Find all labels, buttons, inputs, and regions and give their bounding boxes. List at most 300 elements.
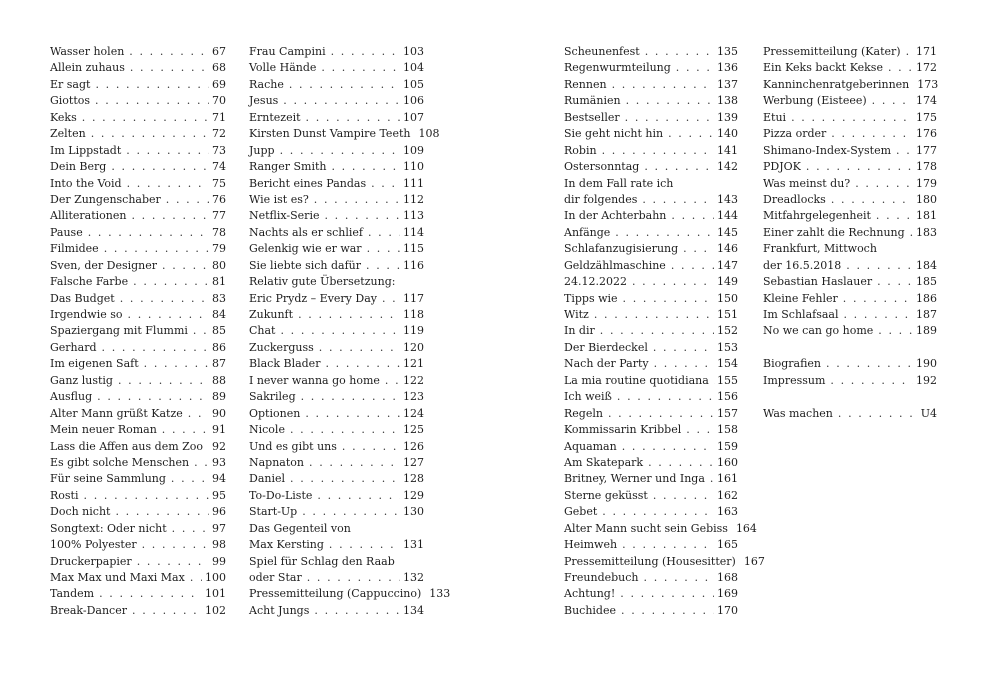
toc-entry bbox=[50, 373, 226, 389]
toc-dot-leader bbox=[290, 422, 400, 438]
toc-entry bbox=[50, 389, 226, 405]
toc-entry bbox=[564, 373, 738, 389]
toc-entry-page: 86 bbox=[212, 340, 226, 354]
toc-entry-page: 104 bbox=[403, 61, 424, 75]
toc-entry-page: 158 bbox=[717, 423, 738, 437]
toc-entry-title: Max Max und Maxi Max bbox=[50, 571, 185, 584]
toc-dot-leader bbox=[876, 208, 913, 224]
toc-entry-title: Keks bbox=[50, 110, 77, 124]
toc-entry bbox=[564, 488, 738, 504]
toc-entry bbox=[50, 455, 226, 471]
toc-entry-page: 168 bbox=[717, 571, 738, 584]
toc-entry bbox=[249, 208, 424, 224]
toc-dot-leader bbox=[194, 455, 209, 471]
toc-dot-leader bbox=[855, 176, 913, 192]
toc-entry bbox=[763, 291, 937, 307]
toc-dot-leader bbox=[309, 455, 400, 471]
toc-entry-page: 90 bbox=[212, 406, 226, 420]
toc-dot-leader bbox=[626, 93, 714, 109]
toc-entry-page: 85 bbox=[212, 324, 226, 338]
toc-entry-page: 73 bbox=[212, 143, 226, 157]
toc-entry-page: 121 bbox=[403, 357, 424, 371]
toc-entry-title: Heimweh bbox=[564, 538, 618, 552]
toc-entry-title: La mia routine quotidiana bbox=[564, 373, 709, 387]
toc-entry-title: Alliterationen bbox=[50, 209, 127, 223]
toc-entry-title: Spiel für Schlag den Raab bbox=[249, 554, 395, 568]
toc-entry-page: 169 bbox=[717, 587, 738, 601]
toc-entry-page: 160 bbox=[717, 455, 738, 469]
toc-dot-leader bbox=[371, 176, 400, 192]
toc-dot-leader bbox=[888, 60, 913, 76]
toc-entry bbox=[249, 471, 424, 487]
toc-entry-page: 162 bbox=[717, 488, 738, 502]
toc-entry-page: 181 bbox=[916, 209, 937, 223]
toc-entry bbox=[564, 159, 738, 175]
toc-dot-leader bbox=[653, 488, 714, 504]
toc-entry-page: 173 bbox=[917, 77, 939, 91]
toc-entry-page: 96 bbox=[212, 505, 226, 519]
toc-entry bbox=[50, 143, 226, 159]
toc-entry bbox=[50, 176, 226, 192]
toc-entry-page: 92 bbox=[212, 439, 226, 453]
toc-entry bbox=[50, 60, 226, 76]
toc-entry bbox=[249, 225, 424, 241]
toc-dot-leader bbox=[642, 192, 714, 208]
toc-entry-title: Jupp bbox=[249, 143, 275, 157]
toc-entry-page: 105 bbox=[403, 77, 424, 91]
toc-entry-page: 130 bbox=[403, 505, 424, 519]
toc-entry-title: Pressemitteilung (Kater) bbox=[763, 45, 901, 58]
toc-entry bbox=[50, 603, 226, 619]
toc-entry-title: Lass die Affen aus dem Zoo bbox=[50, 439, 204, 453]
toc-entry-page: 153 bbox=[717, 340, 738, 354]
toc-entry bbox=[763, 143, 937, 159]
toc-dot-leader bbox=[88, 225, 209, 241]
toc-dot-leader bbox=[686, 422, 714, 438]
toc-dot-leader bbox=[632, 274, 714, 290]
toc-dot-leader bbox=[290, 471, 400, 487]
toc-entry-page: 128 bbox=[403, 472, 424, 486]
toc-dot-leader bbox=[625, 110, 714, 126]
toc-entry bbox=[763, 323, 937, 339]
toc-entry-page: 164 bbox=[735, 521, 757, 535]
toc-entry bbox=[564, 406, 738, 422]
toc-dot-leader bbox=[95, 77, 209, 93]
toc-entry-title: Acht Jungs bbox=[249, 603, 310, 617]
toc-entry-page: 144 bbox=[717, 209, 738, 223]
toc-entry bbox=[763, 110, 937, 126]
toc-entry-title: Regeln bbox=[564, 406, 603, 420]
toc-entry bbox=[564, 439, 738, 455]
toc-entry-page: 106 bbox=[403, 94, 424, 108]
toc-entry-title: Geldzählmaschine bbox=[564, 258, 666, 272]
toc-entry-title: Für seine Sammlung bbox=[50, 472, 166, 486]
toc-entry bbox=[564, 291, 738, 307]
toc-entry-title: Allein zuhaus bbox=[50, 61, 125, 75]
toc-entry bbox=[50, 225, 226, 241]
toc-entry-page: 176 bbox=[916, 127, 937, 141]
toc-entry-page: 124 bbox=[403, 406, 424, 420]
toc-dot-leader bbox=[171, 471, 209, 487]
toc-entry-title: Das Budget bbox=[50, 291, 115, 305]
toc-entry-title: Ganz lustig bbox=[50, 373, 113, 387]
toc-entry-page: 134 bbox=[403, 603, 424, 617]
toc-entry bbox=[50, 521, 226, 537]
toc-entry bbox=[50, 554, 226, 570]
toc-entry bbox=[249, 241, 424, 257]
toc-dot-leader bbox=[280, 323, 400, 339]
toc-entry bbox=[249, 504, 424, 520]
toc-entry-title: Into the Void bbox=[50, 176, 122, 190]
toc-entry-page: 171 bbox=[916, 45, 937, 58]
toc-entry-page: 89 bbox=[212, 390, 226, 404]
toc-entry-page: 136 bbox=[717, 61, 738, 75]
toc-entry-page: 159 bbox=[717, 439, 738, 453]
toc-entry-title: Nachts als er schlief bbox=[249, 225, 363, 239]
toc-entry-page: 120 bbox=[403, 340, 424, 354]
toc-entry-title: Und es gibt uns bbox=[249, 439, 337, 453]
toc-entry bbox=[564, 586, 738, 602]
toc-entry-page: 102 bbox=[205, 603, 226, 617]
toc-entry bbox=[564, 389, 738, 405]
toc-dot-leader bbox=[331, 159, 400, 175]
toc-dot-leader bbox=[283, 93, 400, 109]
toc-entry bbox=[249, 60, 424, 76]
toc-entry-page: 97 bbox=[212, 521, 226, 535]
toc-dot-leader bbox=[142, 537, 209, 553]
toc-dot-leader bbox=[653, 340, 714, 356]
toc-entry-title: Pizza order bbox=[763, 127, 827, 141]
toc-entry-title: Optionen bbox=[249, 406, 301, 420]
toc-entry-page: 122 bbox=[403, 373, 424, 387]
toc-dot-leader bbox=[324, 208, 400, 224]
toc-entry bbox=[564, 258, 738, 274]
toc-entry-page: 84 bbox=[212, 308, 226, 321]
toc-entry-title: Sie liebte sich dafür bbox=[249, 258, 361, 272]
toc-dot-leader bbox=[671, 258, 714, 274]
toc-entry-title: Gelenkig wie er war bbox=[249, 242, 362, 256]
toc-dot-leader bbox=[289, 77, 400, 93]
toc-entry-page: 116 bbox=[403, 258, 424, 272]
toc-entry-page: 115 bbox=[403, 242, 424, 256]
toc-entry-title: Tipps wie bbox=[564, 291, 618, 305]
toc-entry-page: 172 bbox=[916, 61, 937, 75]
toc-entry-title: Kommissarin Kribbel bbox=[564, 423, 682, 437]
toc-entry-page: 150 bbox=[717, 291, 738, 305]
toc-entry bbox=[50, 340, 226, 356]
toc-entry-title: Ranger Smith bbox=[249, 160, 327, 174]
toc-entry-page: 100 bbox=[205, 571, 226, 584]
toc-entry-title: Start-Up bbox=[249, 505, 298, 519]
toc-entry bbox=[50, 208, 226, 224]
toc-entry bbox=[564, 356, 738, 372]
toc-entry-title: Dein Berg bbox=[50, 160, 107, 174]
toc-entry-title: Im eigenen Saft bbox=[50, 357, 139, 371]
toc-entry-page: 170 bbox=[717, 603, 738, 617]
toc-entry-title: Zelten bbox=[50, 127, 86, 141]
toc-entry bbox=[564, 471, 738, 487]
toc-dot-leader bbox=[831, 192, 913, 208]
toc-entry bbox=[249, 356, 424, 372]
toc-entry bbox=[50, 241, 226, 257]
toc-entry-title: In dem Fall rate ich bbox=[564, 176, 674, 190]
toc-entry-title: Biografien bbox=[763, 357, 822, 371]
toc-entry-title: Sterne geküsst bbox=[564, 488, 648, 502]
toc-entry-title: Gebet bbox=[564, 505, 598, 519]
toc-entry-title: PDJOK bbox=[763, 160, 801, 174]
toc-entry-title: Was meinst du? bbox=[763, 176, 851, 190]
toc-entry-title: Einer zahlt die Rechnung bbox=[763, 225, 905, 239]
toc-dot-leader bbox=[878, 323, 913, 339]
toc-entry-page: 108 bbox=[418, 127, 440, 141]
toc-entry-page: 127 bbox=[403, 455, 424, 469]
toc-entry-title: Sebastian Haslauer bbox=[763, 275, 873, 289]
toc-entry bbox=[50, 406, 226, 422]
toc-entry-page: 93 bbox=[212, 455, 226, 469]
toc-entry-page: 87 bbox=[212, 357, 226, 371]
toc-dot-leader bbox=[366, 258, 400, 274]
toc-entry-page: 179 bbox=[916, 176, 937, 190]
toc-entry-title: To-Do-Liste bbox=[249, 488, 313, 502]
toc-entry-title: Frankfurt, Mittwoch bbox=[763, 242, 877, 256]
toc-dot-leader bbox=[306, 110, 400, 126]
toc-entry-title: Eric Prydz – Every Day bbox=[249, 291, 377, 305]
toc-entry bbox=[763, 77, 937, 93]
toc-dot-leader bbox=[131, 208, 209, 224]
toc-dot-leader bbox=[615, 225, 714, 241]
toc-entry bbox=[564, 603, 738, 619]
toc-dot-leader bbox=[600, 323, 714, 339]
toc-entry bbox=[50, 323, 226, 339]
toc-dot-leader bbox=[826, 356, 913, 372]
toc-entry-page: 110 bbox=[403, 160, 424, 174]
toc-entry-title: Kanninchenratgeberinnen bbox=[763, 77, 910, 91]
toc-dot-leader bbox=[623, 291, 714, 307]
toc-entry-title: Es gibt solche Menschen bbox=[50, 455, 190, 469]
toc-entry bbox=[50, 126, 226, 142]
toc-entry-page: 113 bbox=[403, 209, 424, 223]
toc-entry bbox=[564, 77, 738, 93]
toc-column-1 bbox=[50, 44, 226, 619]
toc-spacer bbox=[763, 389, 937, 405]
toc-dot-leader bbox=[612, 77, 714, 93]
toc-entry-title: Max Kersting bbox=[249, 538, 324, 552]
toc-dot-leader bbox=[594, 307, 714, 323]
toc-entry bbox=[763, 406, 937, 422]
toc-entry-title: Rennen bbox=[564, 77, 607, 91]
toc-entry bbox=[763, 274, 937, 290]
toc-dot-leader bbox=[188, 406, 209, 422]
toc-entry-title: Erntezeit bbox=[249, 110, 301, 124]
toc-entry-page: 80 bbox=[212, 258, 226, 272]
toc-entry-page: 152 bbox=[717, 324, 738, 338]
toc-dot-leader bbox=[172, 521, 209, 537]
toc-entry-page: 129 bbox=[403, 488, 424, 502]
toc-dot-leader bbox=[329, 537, 400, 553]
toc-entry-title: Das Gegenteil von bbox=[249, 521, 351, 535]
toc-dot-leader bbox=[104, 241, 209, 257]
toc-dot-leader bbox=[102, 340, 210, 356]
toc-dot-leader bbox=[132, 603, 202, 619]
toc-entry-title: Robin bbox=[564, 143, 597, 157]
toc-entry-page: 137 bbox=[717, 77, 738, 91]
toc-dot-leader bbox=[298, 307, 400, 323]
toc-dot-leader bbox=[193, 323, 209, 339]
toc-entry bbox=[564, 44, 738, 60]
toc-dot-leader bbox=[162, 258, 209, 274]
toc-entry-page: 70 bbox=[212, 94, 226, 108]
toc-entry-title: Netflix-Serie bbox=[249, 209, 320, 223]
toc-dot-leader bbox=[99, 586, 202, 602]
toc-entry bbox=[564, 323, 738, 339]
toc-dot-leader bbox=[843, 307, 913, 323]
toc-entry-title: Filmidee bbox=[50, 242, 99, 256]
toc-entry bbox=[50, 504, 226, 520]
toc-entry-page: 139 bbox=[717, 110, 738, 124]
toc-entry-title: Pause bbox=[50, 225, 83, 239]
toc-entry-page: 143 bbox=[717, 192, 738, 206]
toc-entry-page: 119 bbox=[403, 324, 424, 338]
toc-entry bbox=[763, 356, 937, 372]
toc-entry-title: Kirsten Dunst Vampire Teeth bbox=[249, 127, 411, 141]
toc-entry bbox=[564, 208, 738, 224]
toc-dot-leader bbox=[144, 356, 209, 372]
toc-dot-leader bbox=[97, 389, 209, 405]
toc-entry-title: Sven, der Designer bbox=[50, 258, 158, 272]
toc-dot-leader bbox=[317, 488, 400, 504]
toc-dot-leader bbox=[608, 406, 714, 422]
toc-entry-title: Anfänge bbox=[564, 225, 611, 239]
toc-entry-title: Jesus bbox=[249, 94, 279, 108]
toc-entry bbox=[50, 570, 226, 586]
toc-entry bbox=[564, 126, 738, 142]
toc-dot-leader bbox=[342, 439, 400, 455]
toc-dot-leader bbox=[84, 488, 210, 504]
toc-entry bbox=[50, 258, 226, 274]
toc-entry-title: Break-Dancer bbox=[50, 603, 127, 617]
toc-dot-leader bbox=[128, 307, 210, 323]
toc-dot-leader bbox=[126, 143, 209, 159]
toc-entry bbox=[249, 258, 424, 274]
toc-entry bbox=[564, 93, 738, 109]
toc-entry bbox=[249, 192, 424, 208]
toc-entry-title: Er sagt bbox=[50, 77, 91, 91]
toc-entry-page: 67 bbox=[212, 45, 226, 58]
toc-entry bbox=[50, 586, 226, 602]
toc-entry-title: In dir bbox=[564, 324, 595, 338]
toc-entry bbox=[50, 274, 226, 290]
toc-dot-leader bbox=[648, 455, 714, 471]
toc-entry bbox=[249, 143, 424, 159]
toc-entry-title: Schlafanzugisierung bbox=[564, 242, 679, 256]
toc-dot-leader bbox=[838, 406, 918, 422]
toc-entry bbox=[249, 340, 424, 356]
toc-entry-page: 183 bbox=[916, 225, 937, 239]
toc-dot-leader bbox=[644, 570, 715, 586]
toc-entry-title: Etui bbox=[763, 110, 787, 124]
toc-entry-title: Im Lippstadt bbox=[50, 143, 122, 157]
toc-entry-page: 95 bbox=[212, 488, 226, 502]
toc-entry-page: 192 bbox=[916, 373, 937, 387]
toc-entry-title: der 16.5.2018 bbox=[763, 258, 842, 272]
toc-entry-title: Alter Mann grüßt Katze bbox=[50, 406, 183, 420]
toc-dot-leader bbox=[620, 586, 714, 602]
toc-dot-leader bbox=[683, 241, 714, 257]
toc-entry-title: 100% Polyester bbox=[50, 538, 137, 552]
toc-entry bbox=[249, 537, 424, 553]
toc-entry-page: 157 bbox=[717, 406, 738, 420]
toc-entry-page: 154 bbox=[717, 357, 738, 371]
toc-entry bbox=[249, 570, 424, 586]
toc-entry-title: Ich weiß bbox=[564, 390, 612, 404]
toc-dot-leader bbox=[305, 406, 400, 422]
toc-entry-page: 81 bbox=[212, 275, 226, 289]
toc-dot-leader bbox=[314, 603, 400, 619]
toc-entry-title: Ostersonntag bbox=[564, 160, 640, 174]
toc-dot-leader bbox=[621, 603, 714, 619]
toc-entry-title: Pressemitteilung (Housesitter) bbox=[564, 554, 736, 568]
toc-entry-page: 75 bbox=[212, 176, 226, 190]
toc-entry-page: 103 bbox=[403, 45, 424, 58]
toc-entry-title: Kleine Fehler bbox=[763, 291, 838, 305]
toc-entry-page: 78 bbox=[212, 225, 226, 239]
toc-entry-title: Chat bbox=[249, 324, 276, 338]
toc-entry bbox=[50, 422, 226, 438]
toc-entry bbox=[50, 77, 226, 93]
toc-entry bbox=[50, 192, 226, 208]
toc-entry bbox=[564, 110, 738, 126]
toc-entry-page: 68 bbox=[212, 61, 226, 75]
toc-entry bbox=[763, 258, 937, 274]
toc-entry-page: 165 bbox=[717, 538, 738, 552]
toc-entry-title: Scheunenfest bbox=[564, 45, 640, 58]
toc-entry bbox=[249, 323, 424, 339]
toc-entry-title: Black Blader bbox=[249, 357, 321, 371]
toc-entry bbox=[50, 307, 226, 323]
toc-entry-page: U4 bbox=[920, 406, 937, 420]
toc-entry-page: 138 bbox=[717, 94, 738, 108]
toc-dot-leader bbox=[671, 208, 714, 224]
toc-entry-title: dir folgendes bbox=[564, 192, 638, 206]
toc-entry bbox=[564, 537, 738, 553]
toc-entry-title: Mitfahrgelegenheit bbox=[763, 209, 871, 223]
toc-dot-leader bbox=[602, 143, 714, 159]
toc-entry-title: Druckerpapier bbox=[50, 554, 132, 568]
toc-entry-title: Sakrileg bbox=[249, 390, 296, 404]
toc-entry-title: Falsche Farbe bbox=[50, 275, 129, 289]
toc-entry bbox=[50, 44, 226, 60]
toc-entry bbox=[50, 159, 226, 175]
toc-entry-page: 146 bbox=[717, 242, 738, 256]
toc-entry-page: 123 bbox=[403, 390, 424, 404]
toc-entry bbox=[763, 176, 937, 192]
toc-entry-title: Pressemitteilung (Cappuccino) bbox=[249, 587, 422, 601]
toc-entry-page: 187 bbox=[916, 308, 937, 321]
toc-dot-leader bbox=[301, 389, 400, 405]
toc-entry-page: 79 bbox=[212, 242, 226, 256]
toc-dot-leader bbox=[325, 356, 400, 372]
toc-entry-page: 177 bbox=[916, 143, 937, 157]
toc-dot-leader bbox=[676, 60, 714, 76]
toc-entry bbox=[249, 389, 424, 405]
toc-entry-title: Rosti bbox=[50, 488, 79, 502]
toc-entry-title: In der Achterbahn bbox=[564, 209, 667, 223]
toc-entry bbox=[249, 77, 424, 93]
toc-dot-leader bbox=[321, 60, 400, 76]
toc-entry bbox=[249, 488, 424, 504]
toc-entry-page: 141 bbox=[717, 143, 738, 157]
toc-entry bbox=[564, 143, 738, 159]
